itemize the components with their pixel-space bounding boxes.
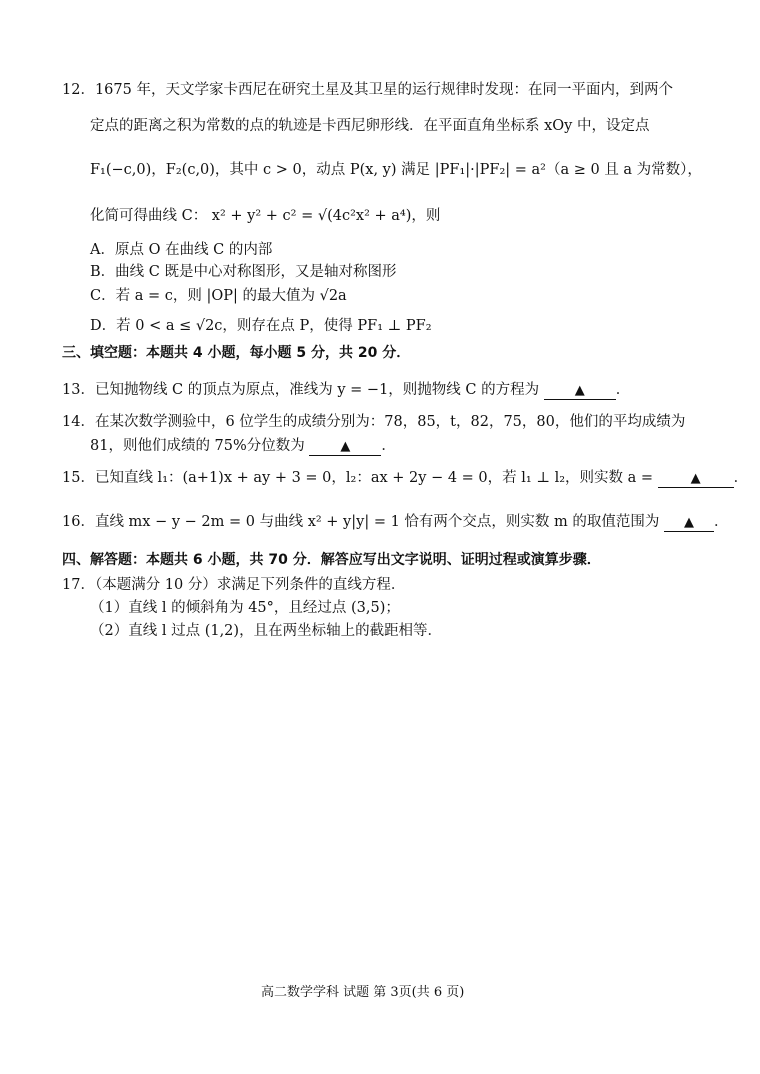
q16-end: ．	[714, 514, 729, 530]
q14-line-2	[90, 436, 396, 456]
q13-end: ．	[615, 382, 631, 398]
q12-option-a: A．原点 O 在曲线 C 的内部	[90, 242, 273, 258]
q12-line-3: F₁(−c,0)，F₂(c,0)，其中 c > 0，动点 P(x, y) 满足 |PF₁|·|PF₂| = a²（a ≥ 0 且 a 为常数），	[90, 162, 702, 178]
q13	[62, 380, 630, 400]
q16	[62, 512, 729, 532]
q12-line-4: 化简可得曲线 C： x² + y² + c² = √(4c²x² + a⁴)，则	[90, 208, 441, 224]
q14-text: 81，则他们成绩的 75%分位数为	[90, 438, 305, 454]
q17-stem: 17．（本题满分 10 分）求满足下列条件的直线方程．	[62, 577, 406, 593]
q15-answer-blank	[658, 469, 734, 488]
triangle-icon: ▲	[340, 439, 351, 454]
triangle-icon: ▲	[690, 471, 701, 486]
q15-text: 15．已知直线 l₁：(a+1)x + ay + 3 = 0，l₂：ax + 2y − 4 = 0，若 l₁ ⊥ l₂，则实数 a =	[62, 470, 654, 486]
q13-text: 13．已知抛物线 C 的顶点为原点，准线为 y = −1，则抛物线 C 的方程为	[62, 382, 540, 398]
triangle-icon: ▲	[684, 515, 694, 530]
q17-part-2: （2）直线 l 过点 (1,2)，且在两坐标轴上的截距相等．	[90, 623, 443, 639]
q15-end: ．	[733, 470, 749, 486]
q14-line-1: 14．在某次数学测验中，6 位学生的成绩分别为：78，85，t，82，75，80，他们的平均成绩为	[62, 414, 686, 430]
q14-answer-blank	[309, 437, 381, 456]
q12-line-2: 定点的距离之积为常数的点的轨迹是卡西尼卵形线．在平面直角坐标系 xOy 中，设定点	[90, 118, 650, 134]
triangle-icon: ▲	[574, 383, 585, 398]
q14-end: ．	[381, 438, 396, 454]
q15	[62, 468, 748, 488]
section-4-heading: 四、解答题：本题共 6 小题，共 70 分．解答应写出文字说明、证明过程或演算步骤．	[62, 552, 601, 568]
q12-option-b: B．曲线 C 既是中心对称图形，又是轴对称图形	[90, 264, 397, 280]
q16-text: 16．直线 mx − y − 2m = 0 与曲线 x² + y|y| = 1 恰有两个交点，则实数 m 的取值范围为	[62, 514, 660, 530]
q13-answer-blank	[544, 381, 616, 400]
q12-option-d: D．若 0 < a ≤ √2c，则存在点 P，使得 PF₁ ⊥ PF₂	[90, 318, 432, 334]
q17-part-1: （1）直线 l 的倾斜角为 45°，且经过点 (3,5)；	[90, 600, 400, 616]
section-3-heading: 三、填空题：本题共 4 小题，每小题 5 分，共 20 分．	[62, 345, 411, 361]
q16-answer-blank	[664, 513, 714, 532]
q12-option-c: C．若 a = c，则 |OP| 的最大值为 √2a	[90, 288, 347, 304]
page-footer: 高二数学学科 试题 第 3页(共 6 页)	[261, 985, 465, 1000]
q12-line-1: 12．1675 年，天文学家卡西尼在研究土星及其卫星的运行规律时发现：在同一平面内，到两个	[62, 82, 673, 98]
